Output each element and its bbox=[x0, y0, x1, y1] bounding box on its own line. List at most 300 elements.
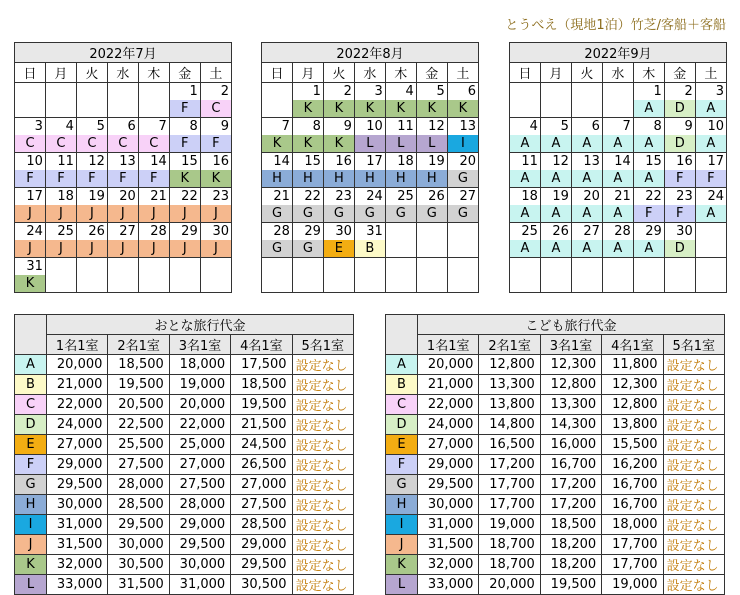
price-value: 17,200 bbox=[540, 475, 601, 495]
calendar-day-number: 19 bbox=[540, 188, 571, 206]
calendar-day-number bbox=[354, 258, 385, 276]
price-code-label: D bbox=[386, 415, 418, 435]
price-value: 31,000 bbox=[169, 575, 230, 595]
calendar-price-code: J bbox=[138, 240, 169, 258]
price-column-header: 3名1室 bbox=[540, 335, 601, 355]
calendar-july bbox=[14, 42, 232, 293]
calendar-price-code: K bbox=[200, 170, 231, 188]
calendar-day-number: 7 bbox=[262, 118, 293, 136]
calendar-day-number: 13 bbox=[571, 153, 602, 171]
price-value: 18,500 bbox=[108, 355, 169, 375]
price-value: 21,000 bbox=[47, 375, 108, 395]
calendar-price-code: A bbox=[695, 100, 726, 118]
price-value: 30,000 bbox=[47, 495, 108, 515]
calendar-day-number: 26 bbox=[540, 223, 571, 241]
price-value: 25,500 bbox=[108, 435, 169, 455]
calendar-day-number: 8 bbox=[633, 118, 664, 136]
calendar-day-number: 18 bbox=[45, 188, 76, 206]
price-table-corner bbox=[15, 315, 47, 355]
price-column-header: 2名1室 bbox=[479, 335, 540, 355]
price-column-header: 5名1室 bbox=[663, 335, 724, 355]
calendar-day-number: 16 bbox=[200, 153, 231, 171]
price-not-set: 設定なし bbox=[663, 575, 724, 595]
calendar-day-number: 28 bbox=[138, 223, 169, 241]
price-row bbox=[386, 455, 725, 475]
calendar-price-code: A bbox=[602, 240, 633, 258]
calendar-day-number bbox=[323, 258, 354, 276]
price-not-set: 設定なし bbox=[663, 535, 724, 555]
calendar-day-number bbox=[76, 258, 107, 276]
price-not-set: 設定なし bbox=[663, 435, 724, 455]
calendar-day-number: 17 bbox=[695, 153, 726, 171]
price-not-set: 設定なし bbox=[292, 475, 353, 495]
price-not-set: 設定なし bbox=[292, 495, 353, 515]
price-value: 20,000 bbox=[479, 575, 540, 595]
price-row bbox=[15, 375, 354, 395]
price-row bbox=[15, 515, 354, 535]
price-table-corner bbox=[386, 315, 418, 355]
calendar-day-number: 30 bbox=[323, 223, 354, 241]
calendar-price-code bbox=[602, 275, 633, 293]
weekday-header: 月 bbox=[292, 63, 323, 83]
calendar-price-code bbox=[200, 275, 231, 293]
calendar-day-number: 9 bbox=[200, 118, 231, 136]
price-not-set: 設定なし bbox=[663, 455, 724, 475]
calendar-price-code bbox=[138, 100, 169, 118]
price-value: 14,800 bbox=[479, 415, 540, 435]
calendar-price-code: K bbox=[323, 100, 354, 118]
price-code-label: L bbox=[15, 575, 47, 595]
calendar-price-code: A bbox=[633, 240, 664, 258]
price-value: 18,200 bbox=[540, 555, 601, 575]
price-row bbox=[386, 435, 725, 455]
weekday-header: 土 bbox=[695, 63, 726, 83]
price-not-set: 設定なし bbox=[292, 435, 353, 455]
calendar-day-number: 29 bbox=[292, 223, 323, 241]
price-value: 19,500 bbox=[231, 395, 292, 415]
calendar-price-code: G bbox=[262, 240, 293, 258]
price-value: 19,500 bbox=[108, 375, 169, 395]
price-value: 27,000 bbox=[169, 455, 230, 475]
calendar-day-number: 20 bbox=[107, 188, 138, 206]
price-value: 18,700 bbox=[479, 535, 540, 555]
price-not-set: 設定なし bbox=[292, 355, 353, 375]
calendar-price-code: A bbox=[695, 135, 726, 153]
price-value: 29,000 bbox=[418, 455, 479, 475]
calendar-price-code: E bbox=[323, 240, 354, 258]
price-value: 22,000 bbox=[418, 395, 479, 415]
weekday-header: 水 bbox=[354, 63, 385, 83]
price-value: 18,500 bbox=[540, 515, 601, 535]
price-value: 12,800 bbox=[602, 395, 663, 415]
calendar-day-number: 21 bbox=[138, 188, 169, 206]
calendar-day-number: 11 bbox=[510, 153, 541, 171]
calendar-day-number: 17 bbox=[15, 188, 46, 206]
calendar-price-code: J bbox=[107, 205, 138, 223]
calendar-price-code bbox=[416, 275, 447, 293]
calendar-price-code bbox=[45, 275, 76, 293]
price-not-set: 設定なし bbox=[292, 395, 353, 415]
calendar-price-code: A bbox=[510, 205, 541, 223]
price-value: 17,700 bbox=[479, 475, 540, 495]
calendar-day-number: 16 bbox=[664, 153, 695, 171]
price-value: 17,500 bbox=[231, 355, 292, 375]
calendar-price-code bbox=[540, 275, 571, 293]
price-row bbox=[386, 355, 725, 375]
price-value: 16,000 bbox=[540, 435, 601, 455]
price-code-label: E bbox=[386, 435, 418, 455]
calendar-day-number: 8 bbox=[292, 118, 323, 136]
calendar-day-number: 24 bbox=[695, 188, 726, 206]
price-value: 19,000 bbox=[602, 575, 663, 595]
calendar-price-code: A bbox=[571, 240, 602, 258]
calendar-day-number: 9 bbox=[323, 118, 354, 136]
weekday-header: 金 bbox=[664, 63, 695, 83]
calendar-price-code: C bbox=[138, 135, 169, 153]
weekday-header: 木 bbox=[385, 63, 416, 83]
price-value: 31,500 bbox=[418, 535, 479, 555]
calendar-price-code: A bbox=[510, 170, 541, 188]
price-value: 12,800 bbox=[540, 375, 601, 395]
calendar-price-code bbox=[323, 275, 354, 293]
weekday-header: 火 bbox=[571, 63, 602, 83]
calendar-price-code: J bbox=[200, 240, 231, 258]
calendar-price-code bbox=[76, 275, 107, 293]
calendar-day-number: 12 bbox=[540, 153, 571, 171]
calendar-day-number: 11 bbox=[45, 153, 76, 171]
price-code-label: F bbox=[15, 455, 47, 475]
weekday-header: 月 bbox=[540, 63, 571, 83]
price-row bbox=[386, 575, 725, 595]
calendar-price-code: A bbox=[633, 170, 664, 188]
price-value: 28,500 bbox=[108, 495, 169, 515]
price-value: 15,500 bbox=[602, 435, 663, 455]
calendar-price-code: D bbox=[664, 100, 695, 118]
price-code-label: G bbox=[15, 475, 47, 495]
price-value: 16,700 bbox=[540, 455, 601, 475]
price-code-label: J bbox=[15, 535, 47, 555]
calendar-day-number: 6 bbox=[571, 118, 602, 136]
price-value: 18,500 bbox=[231, 375, 292, 395]
price-not-set: 設定なし bbox=[292, 555, 353, 575]
price-not-set: 設定なし bbox=[663, 555, 724, 575]
price-value: 17,700 bbox=[479, 495, 540, 515]
price-value: 27,000 bbox=[231, 475, 292, 495]
price-column-header: 3名1室 bbox=[169, 335, 230, 355]
calendar-month-title: 2022年7月 bbox=[15, 43, 232, 63]
calendar-price-code: G bbox=[292, 240, 323, 258]
calendar-day-number: 18 bbox=[385, 153, 416, 171]
weekday-header: 木 bbox=[138, 63, 169, 83]
calendar-day-number: 26 bbox=[416, 188, 447, 206]
price-value: 31,500 bbox=[108, 575, 169, 595]
calendar-price-code: J bbox=[76, 205, 107, 223]
price-value: 16,700 bbox=[602, 495, 663, 515]
calendar-price-code: F bbox=[664, 170, 695, 188]
price-not-set: 設定なし bbox=[292, 455, 353, 475]
price-code-label: K bbox=[15, 555, 47, 575]
weekday-header: 金 bbox=[416, 63, 447, 83]
calendar-day-number: 31 bbox=[354, 223, 385, 241]
calendar-day-number: 1 bbox=[292, 83, 323, 101]
calendar-day-number: 2 bbox=[323, 83, 354, 101]
price-code-label: J bbox=[386, 535, 418, 555]
calendar-day-number bbox=[107, 83, 138, 101]
price-value: 12,300 bbox=[602, 375, 663, 395]
calendar-price-code: J bbox=[76, 240, 107, 258]
calendar-day-number bbox=[416, 258, 447, 276]
calendar-day-number: 15 bbox=[633, 153, 664, 171]
price-value: 13,300 bbox=[540, 395, 601, 415]
calendar-price-code bbox=[15, 100, 46, 118]
calendar-price-code: K bbox=[262, 135, 293, 153]
calendar-price-code: F bbox=[169, 135, 200, 153]
calendar-day-number bbox=[664, 258, 695, 276]
price-value: 29,500 bbox=[418, 475, 479, 495]
price-code-label: A bbox=[386, 355, 418, 375]
calendar-price-code: H bbox=[292, 170, 323, 188]
calendar-day-number bbox=[695, 258, 726, 276]
price-value: 30,500 bbox=[231, 575, 292, 595]
weekday-header: 日 bbox=[15, 63, 46, 83]
weekday-header: 水 bbox=[107, 63, 138, 83]
calendar-price-code: F bbox=[15, 170, 46, 188]
price-not-set: 設定なし bbox=[663, 355, 724, 375]
calendar-price-code: H bbox=[416, 170, 447, 188]
calendar-price-code: F bbox=[695, 170, 726, 188]
calendar-price-code: F bbox=[138, 170, 169, 188]
price-column-header: 4名1室 bbox=[231, 335, 292, 355]
calendar-price-code bbox=[447, 275, 478, 293]
calendar-price-code: A bbox=[510, 240, 541, 258]
calendar-day-number: 4 bbox=[45, 118, 76, 136]
price-value: 29,500 bbox=[231, 555, 292, 575]
calendar-price-code: F bbox=[169, 100, 200, 118]
calendar-price-code: G bbox=[447, 170, 478, 188]
price-row bbox=[15, 435, 354, 455]
price-row bbox=[386, 515, 725, 535]
calendar-day-number: 25 bbox=[510, 223, 541, 241]
price-value: 18,700 bbox=[479, 555, 540, 575]
calendar-price-code: J bbox=[45, 205, 76, 223]
price-value: 17,200 bbox=[540, 495, 601, 515]
price-row bbox=[15, 575, 354, 595]
calendar-day-number: 25 bbox=[385, 188, 416, 206]
weekday-header: 木 bbox=[633, 63, 664, 83]
price-value: 29,000 bbox=[231, 535, 292, 555]
calendar-price-code: F bbox=[200, 135, 231, 153]
price-value: 33,000 bbox=[418, 575, 479, 595]
calendar-day-number: 15 bbox=[169, 153, 200, 171]
calendar-day-number: 27 bbox=[447, 188, 478, 206]
calendar-price-code: A bbox=[540, 135, 571, 153]
weekday-header: 日 bbox=[510, 63, 541, 83]
calendar-day-number: 29 bbox=[169, 223, 200, 241]
calendar-day-number bbox=[571, 258, 602, 276]
price-value: 26,500 bbox=[231, 455, 292, 475]
calendar-day-number: 31 bbox=[15, 258, 46, 276]
price-row bbox=[15, 355, 354, 375]
calendar-september bbox=[509, 42, 727, 293]
price-row bbox=[386, 395, 725, 415]
calendar-month-title: 2022年9月 bbox=[510, 43, 727, 63]
price-value: 29,000 bbox=[169, 515, 230, 535]
calendar-day-number bbox=[76, 83, 107, 101]
calendar-day-number bbox=[385, 223, 416, 241]
calendar-price-code: K bbox=[292, 100, 323, 118]
calendar-price-code: F bbox=[45, 170, 76, 188]
calendar-day-number bbox=[262, 83, 293, 101]
price-value: 29,500 bbox=[47, 475, 108, 495]
price-value: 25,000 bbox=[169, 435, 230, 455]
price-value: 12,300 bbox=[540, 355, 601, 375]
calendar-price-code: G bbox=[447, 205, 478, 223]
price-code-label: K bbox=[386, 555, 418, 575]
price-not-set: 設定なし bbox=[292, 535, 353, 555]
weekday-header: 土 bbox=[447, 63, 478, 83]
calendar-price-code: A bbox=[602, 205, 633, 223]
calendar-price-code: L bbox=[354, 135, 385, 153]
price-row bbox=[386, 535, 725, 555]
calendar-price-code: F bbox=[107, 170, 138, 188]
calendar-day-number: 5 bbox=[416, 83, 447, 101]
calendar-day-number: 28 bbox=[262, 223, 293, 241]
calendar-price-code: A bbox=[510, 135, 541, 153]
calendar-price-code: H bbox=[354, 170, 385, 188]
calendar-day-number: 30 bbox=[200, 223, 231, 241]
price-column-header: 4名1室 bbox=[602, 335, 663, 355]
price-value: 19,000 bbox=[479, 515, 540, 535]
calendar-price-code: H bbox=[385, 170, 416, 188]
price-value: 17,700 bbox=[602, 535, 663, 555]
calendar-price-code: F bbox=[664, 205, 695, 223]
price-not-set: 設定なし bbox=[663, 495, 724, 515]
calendar-day-number: 4 bbox=[510, 118, 541, 136]
weekday-header: 金 bbox=[169, 63, 200, 83]
price-code-label: C bbox=[386, 395, 418, 415]
calendar-day-number: 6 bbox=[107, 118, 138, 136]
price-column-header: 2名1室 bbox=[108, 335, 169, 355]
calendar-price-code: F bbox=[76, 170, 107, 188]
calendar-price-code: A bbox=[571, 170, 602, 188]
price-value: 27,000 bbox=[418, 435, 479, 455]
calendar-price-code bbox=[385, 240, 416, 258]
weekday-header: 月 bbox=[45, 63, 76, 83]
weekday-header: 火 bbox=[76, 63, 107, 83]
price-value: 27,000 bbox=[47, 435, 108, 455]
calendar-day-number: 10 bbox=[695, 118, 726, 136]
price-code-label: F bbox=[386, 455, 418, 475]
calendar-day-number bbox=[602, 83, 633, 101]
calendar-price-code bbox=[107, 275, 138, 293]
calendar-day-number: 13 bbox=[107, 153, 138, 171]
price-value: 31,000 bbox=[47, 515, 108, 535]
price-value: 31,000 bbox=[418, 515, 479, 535]
calendar-day-number bbox=[540, 258, 571, 276]
price-value: 24,500 bbox=[231, 435, 292, 455]
price-value: 18,200 bbox=[540, 535, 601, 555]
calendar-day-number bbox=[138, 83, 169, 101]
price-not-set: 設定なし bbox=[663, 515, 724, 535]
calendar-day-number: 20 bbox=[571, 188, 602, 206]
calendar-price-code: J bbox=[107, 240, 138, 258]
price-value: 18,000 bbox=[169, 355, 230, 375]
price-code-label: A bbox=[15, 355, 47, 375]
price-code-label: B bbox=[15, 375, 47, 395]
calendar-day-number: 21 bbox=[262, 188, 293, 206]
price-value: 30,000 bbox=[169, 555, 230, 575]
price-value: 16,500 bbox=[479, 435, 540, 455]
price-not-set: 設定なし bbox=[292, 515, 353, 535]
calendar-day-number bbox=[385, 258, 416, 276]
calendar-day-number: 12 bbox=[76, 153, 107, 171]
calendar-day-number: 23 bbox=[664, 188, 695, 206]
calendar-price-code: A bbox=[540, 170, 571, 188]
calendar-day-number: 12 bbox=[416, 118, 447, 136]
price-table-title: おとな旅行代金 bbox=[47, 315, 354, 335]
calendar-day-number: 22 bbox=[292, 188, 323, 206]
price-not-set: 設定なし bbox=[663, 375, 724, 395]
calendar-day-number: 11 bbox=[385, 118, 416, 136]
calendar-day-number bbox=[602, 258, 633, 276]
calendar-price-code: A bbox=[571, 135, 602, 153]
price-value: 20,000 bbox=[169, 395, 230, 415]
calendar-price-code: D bbox=[664, 135, 695, 153]
price-value: 28,000 bbox=[108, 475, 169, 495]
calendar-price-code bbox=[602, 100, 633, 118]
calendar-day-number: 16 bbox=[323, 153, 354, 171]
price-value: 19,000 bbox=[169, 375, 230, 395]
calendar-day-number: 2 bbox=[664, 83, 695, 101]
price-code-label: B bbox=[386, 375, 418, 395]
price-row bbox=[15, 535, 354, 555]
price-value: 29,500 bbox=[169, 535, 230, 555]
calendar-day-number: 10 bbox=[15, 153, 46, 171]
calendar-day-number: 27 bbox=[107, 223, 138, 241]
calendar-price-code: C bbox=[45, 135, 76, 153]
price-value: 27,500 bbox=[108, 455, 169, 475]
calendar-price-code: C bbox=[200, 100, 231, 118]
weekday-header: 日 bbox=[262, 63, 293, 83]
price-value: 13,300 bbox=[479, 375, 540, 395]
calendar-price-code bbox=[695, 275, 726, 293]
calendar-price-code bbox=[447, 240, 478, 258]
calendar-price-code: K bbox=[447, 100, 478, 118]
calendar-day-number bbox=[416, 223, 447, 241]
calendar-day-number: 4 bbox=[385, 83, 416, 101]
calendar-price-code: C bbox=[15, 135, 46, 153]
calendar-day-number: 17 bbox=[354, 153, 385, 171]
price-code-label: D bbox=[15, 415, 47, 435]
calendar-price-code bbox=[169, 275, 200, 293]
calendar-price-code bbox=[695, 240, 726, 258]
price-row bbox=[386, 495, 725, 515]
price-code-label: G bbox=[386, 475, 418, 495]
price-code-label: H bbox=[386, 495, 418, 515]
calendar-price-code bbox=[510, 275, 541, 293]
price-value: 24,000 bbox=[418, 415, 479, 435]
calendar-price-code: I bbox=[447, 135, 478, 153]
calendar-day-number: 3 bbox=[15, 118, 46, 136]
price-value: 30,500 bbox=[108, 555, 169, 575]
price-value: 13,800 bbox=[602, 415, 663, 435]
calendar-day-number bbox=[447, 258, 478, 276]
calendar-day-number: 19 bbox=[76, 188, 107, 206]
calendar-day-number bbox=[169, 258, 200, 276]
calendar-price-code bbox=[633, 275, 664, 293]
price-row bbox=[15, 415, 354, 435]
calendar-price-code: G bbox=[354, 205, 385, 223]
